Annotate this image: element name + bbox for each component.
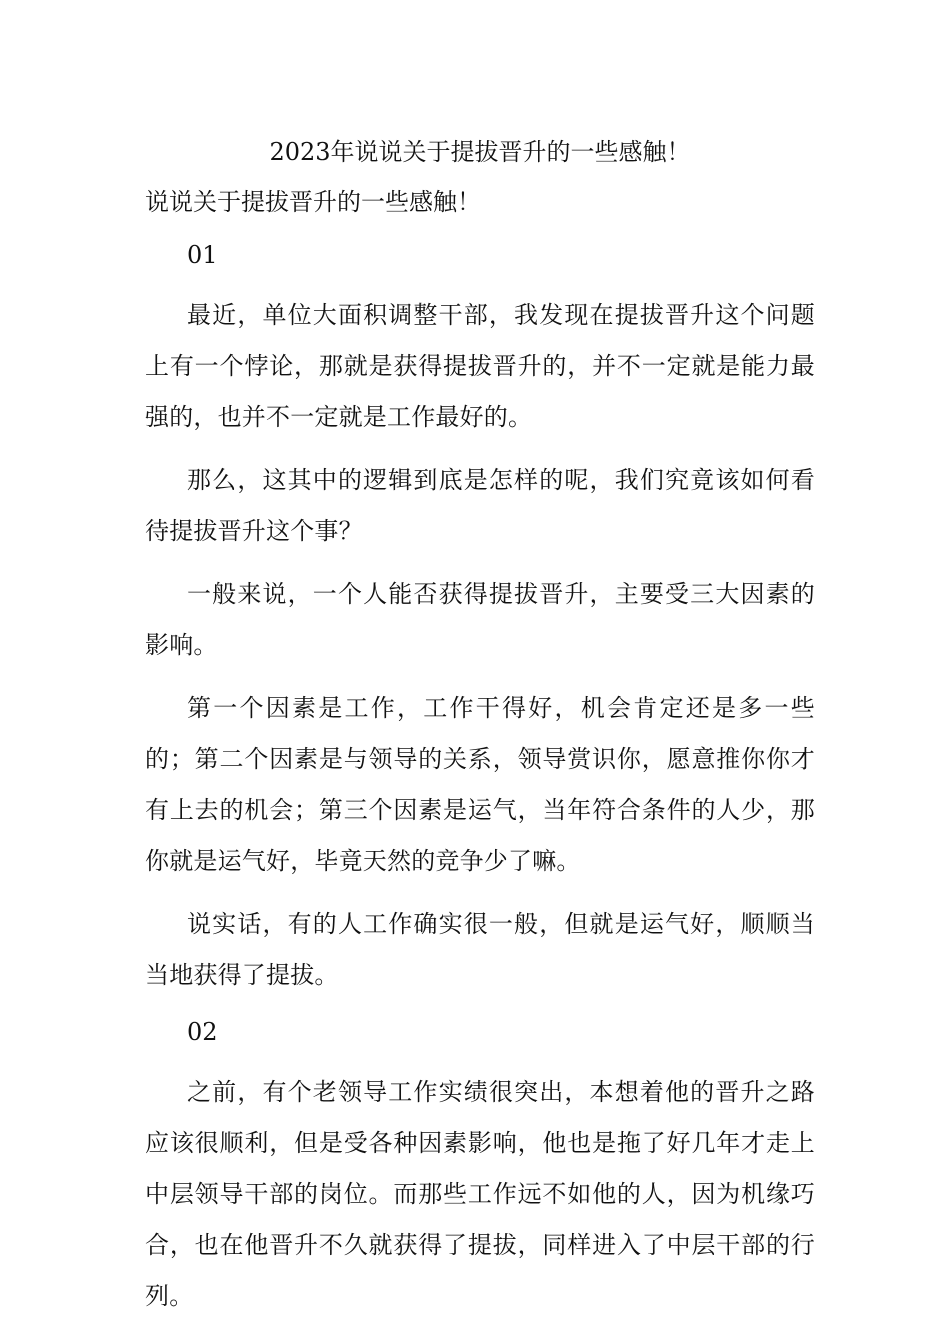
paragraph: 一般来说，一个人能否获得提拔晋升，主要受三大因素的影响。 (145, 580, 815, 659)
paragraph: 第一个因素是工作，工作干得好，机会肯定还是多一些的；第二个因素是与领导的关系，领导赏识你，愿意推你你才有上去的机会；第三个因素是运气，当年符合条件的人少，那你就是运气好，毕竟天然的竞争少了嘛。 (145, 694, 815, 875)
paragraph: 那么，这其中的逻辑到底是怎样的呢，我们究竟该如何看待提拔晋升这个事？ (145, 466, 815, 545)
paragraph: 说实话，有的人工作确实很一般，但就是运气好，顺顺当当地获得了提拔。 (145, 910, 815, 989)
section-number-01: 01 (187, 241, 218, 269)
paragraph: 之前，有个老领导工作实绩很突出，本想着他的晋升之路应该很顺利，但是受各种因素影响，他也是拖了好几年才走上中层领导干部的岗位。而那些工作远不如他的人，因为机缘巧合，也在他晋升不久就获得了提拔，同样进入了中层干部的行列。 (145, 1078, 815, 1310)
document-title: 2023年说说关于提拔晋升的一些感触！ (269, 138, 691, 166)
paragraph: 最近，单位大面积调整干部，我发现在提拔晋升这个问题上有一个悖论，那就是获得提拔晋升的，并不一定就是能力最强的，也并不一定就是工作最好的。 (145, 301, 815, 431)
section-number-02: 02 (187, 1018, 218, 1046)
document-body (145, 128, 815, 1322)
document-subtitle: 说说关于提拔晋升的一些感触！ (145, 188, 481, 216)
